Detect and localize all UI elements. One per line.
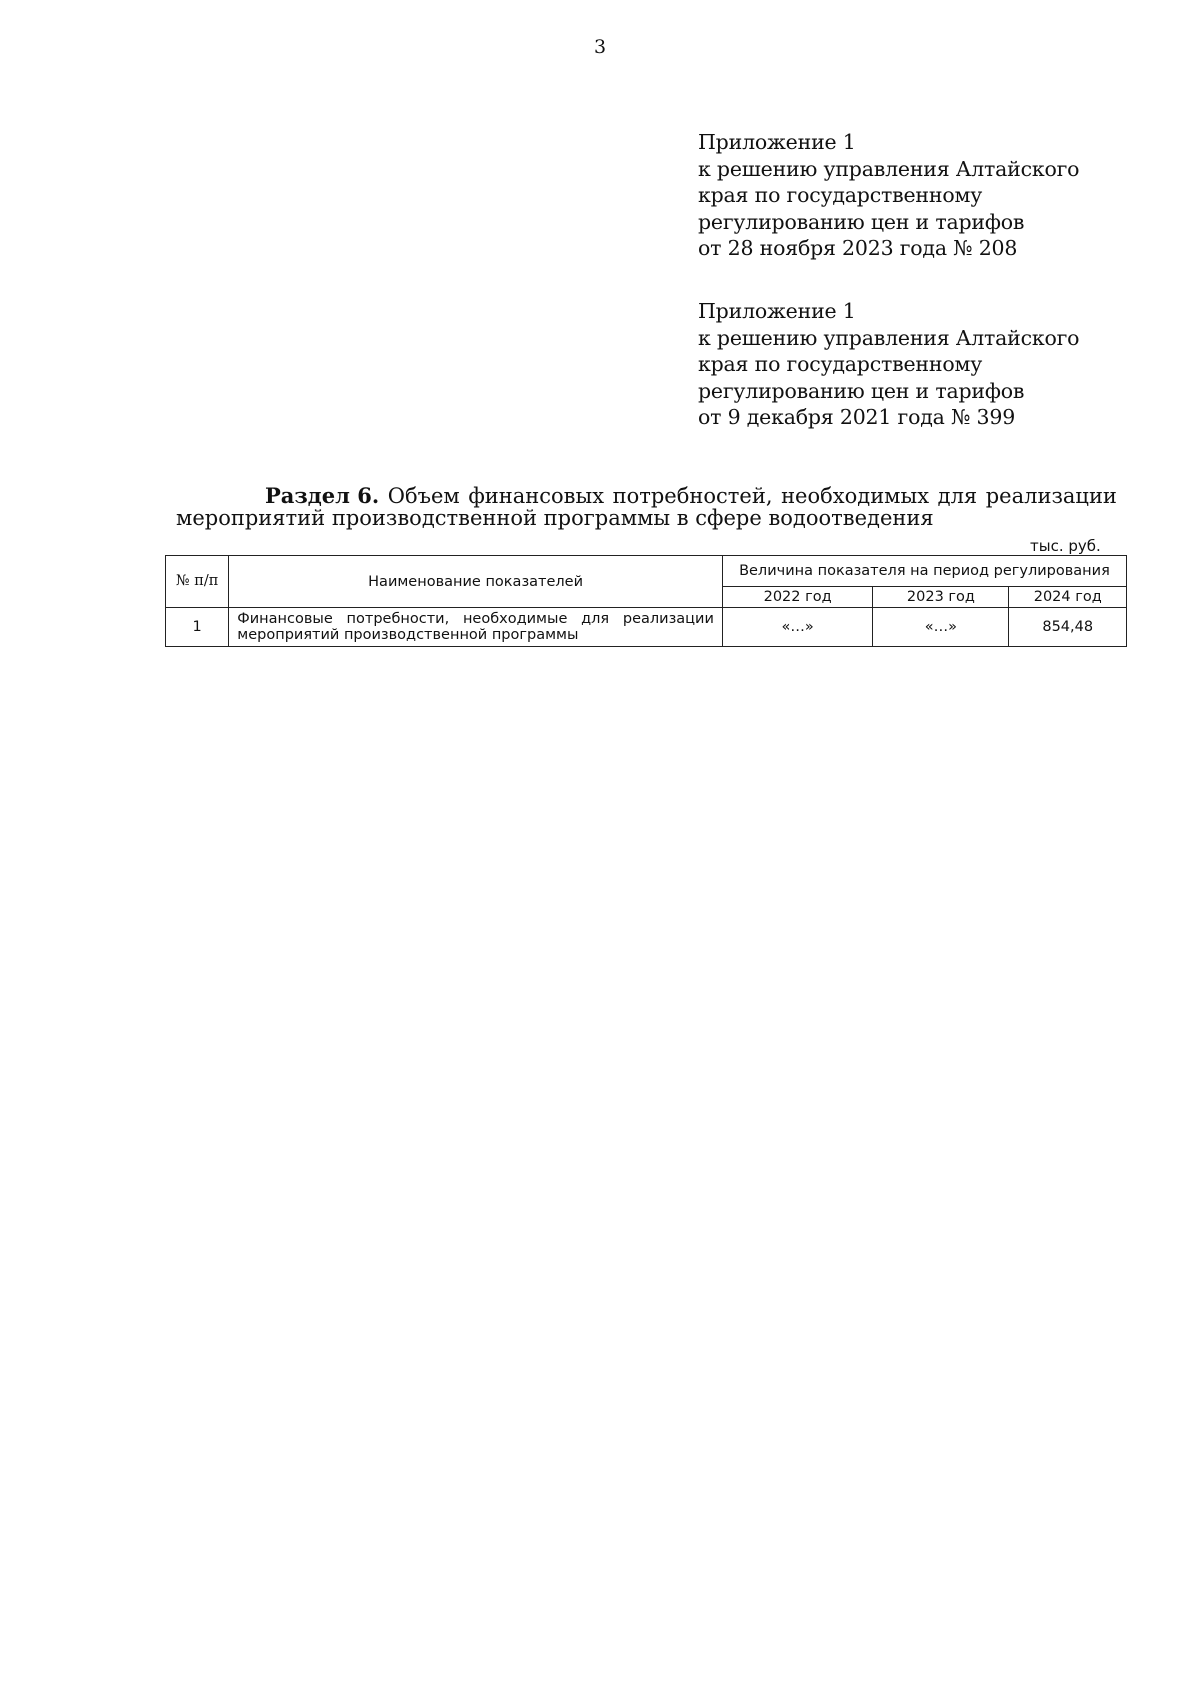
appendix-line: регулированию цен и тарифов: [698, 209, 1025, 234]
section-title-word: потребностей,: [612, 484, 773, 508]
table-row: [166, 608, 1127, 647]
appendix-current: [698, 129, 1118, 262]
section-title-word: финансовых: [468, 484, 605, 508]
section-title-word: для: [937, 484, 978, 508]
appendix-line: края по государственному: [698, 183, 983, 207]
section-title: [176, 485, 1117, 529]
header-year-2024: 2024 год: [1009, 587, 1127, 608]
section-label: Раздел 6.: [265, 483, 380, 508]
section-title-word: необходимых: [781, 484, 930, 508]
appendix-line: Приложение 1: [698, 299, 856, 323]
units-label: тыс. руб.: [1030, 537, 1101, 555]
financial-needs-table: [165, 555, 1127, 647]
row-value-2024: 854,48: [1009, 608, 1127, 647]
appendix-line: от 9 декабря 2021 года № 399: [698, 405, 1016, 429]
appendix-line: Приложение 1: [698, 130, 856, 154]
row-value-2022: «…»: [722, 608, 872, 647]
row-value-2023: «…»: [873, 608, 1009, 647]
row-indicator-name: Финансовые потребности, необходимые для реализации мероприятий производственной программы: [229, 608, 723, 647]
header-year-2023: 2023 год: [873, 587, 1009, 608]
table-header-row: [166, 556, 1127, 587]
appendix-line: от 28 ноября 2023 года № 208: [698, 236, 1018, 260]
section-title-line2: мероприятий производственной программы в сфере водоотведения: [176, 506, 934, 530]
header-year-2022: 2022 год: [722, 587, 872, 608]
appendix-line: регулированию цен и тарифов: [698, 378, 1025, 403]
header-indicator-name: Наименование показателей: [229, 556, 723, 608]
page-number: 3: [593, 36, 607, 58]
section-title-line1: [176, 485, 1117, 507]
header-number: № п/п: [166, 556, 229, 608]
section-title-word: реализации: [985, 484, 1117, 508]
appendix-line: края по государственному: [698, 352, 983, 376]
header-period: Величина показателя на период регулирования: [722, 556, 1126, 587]
row-number: 1: [166, 608, 229, 647]
section-title-word: Объем: [387, 484, 460, 508]
appendix-line: к решению управления Алтайского: [698, 325, 1080, 350]
appendix-line: к решению управления Алтайского: [698, 156, 1080, 181]
appendix-previous: [698, 298, 1118, 431]
